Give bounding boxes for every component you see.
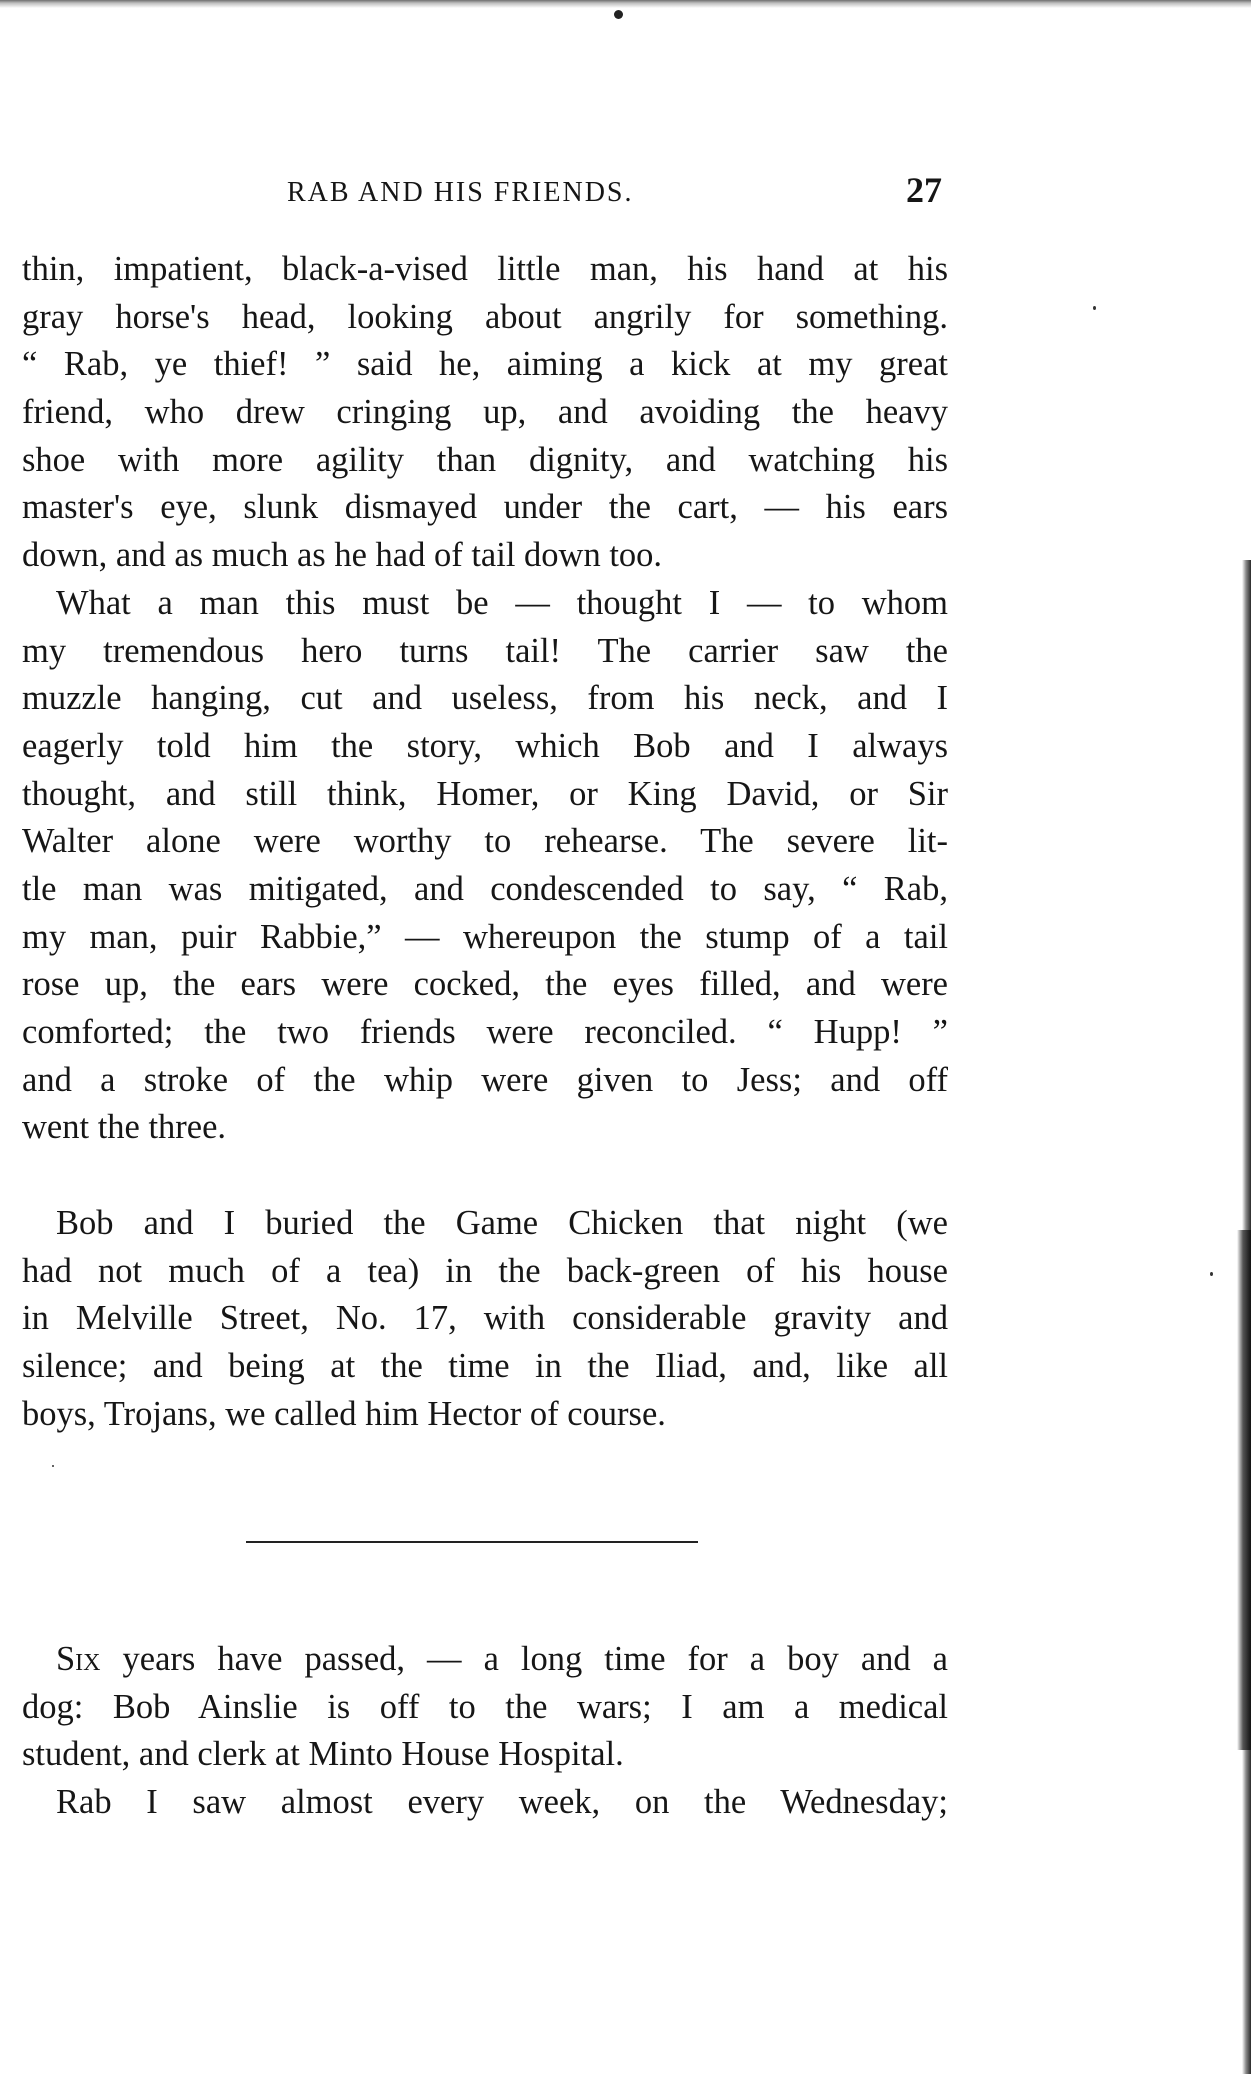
text-line: master's eye, slunk dismayed under the cart, — his ears bbox=[22, 488, 948, 527]
text-line: had not much of a tea) in the back-green of his house bbox=[22, 1251, 948, 1290]
scan-right-edge-shadow bbox=[1237, 1230, 1251, 1750]
text-line: rose up, the ears were cocked, the eyes filled, and were bbox=[22, 965, 948, 1004]
text-line: gray horse's head, looking about angrily for something. bbox=[22, 297, 948, 336]
text-line: Bob and I buried the Game Chicken that night (we bbox=[56, 1204, 948, 1242]
text-line: thought, and still think, Homer, or King David, or Sir bbox=[22, 774, 948, 813]
text-line: What a man this must be — thought I — to whom bbox=[56, 583, 948, 622]
text-line: shoe with more agility than dignity, and watching his bbox=[22, 440, 948, 479]
text-line: went the three. bbox=[22, 1108, 227, 1147]
text-line: friend, who drew cringing up, and avoiding the heavy bbox=[22, 393, 948, 432]
scan-speck bbox=[1093, 306, 1096, 310]
text-line: thin, impatient, black-a-vised little man, his hand at his bbox=[22, 250, 948, 288]
scan-speck bbox=[1210, 1272, 1213, 1276]
text-block-lower bbox=[22, 1636, 948, 1827]
text-line: muzzle hanging, cut and useless, from his neck, and I bbox=[22, 679, 948, 718]
text-line: Walter alone were worthy to rehearse. The severe lit- bbox=[22, 822, 948, 861]
text-line: eagerly told him the story, which Bob and I always bbox=[22, 726, 948, 765]
text-block-upper bbox=[22, 246, 948, 1152]
text-line: my tremendous hero turns tail! The carrier saw the bbox=[22, 631, 948, 670]
text-line bbox=[22, 1636, 948, 1684]
paragraph-continued bbox=[22, 246, 948, 580]
scan-top-edge bbox=[0, 0, 1251, 8]
text-line: Rab I saw almost every week, on the Wednesday; bbox=[56, 1783, 948, 1822]
paragraph bbox=[22, 1636, 948, 1779]
text-line: “ Rab, ye thief! ” said he, aiming a kick at my great bbox=[22, 345, 948, 384]
page-number: 27 bbox=[906, 170, 942, 210]
text-fragment: years have passed, — a long time for a boy and a bbox=[100, 1640, 948, 1678]
text-line: comforted; the two friends were reconciled. “ Hupp! ” bbox=[22, 1013, 948, 1051]
text-line: dog: Bob Ainslie is off to the wars; I am a medical bbox=[22, 1687, 948, 1726]
text-line: my man, puir Rabbie,” — whereupon the stump of a tail bbox=[22, 917, 948, 956]
paragraph bbox=[22, 1200, 948, 1438]
scan-speck bbox=[52, 1465, 54, 1467]
text-block-middle bbox=[22, 1200, 948, 1438]
text-line: student, and clerk at Minto House Hospital. bbox=[22, 1735, 624, 1774]
scan-spot bbox=[614, 10, 623, 19]
paragraph bbox=[22, 580, 948, 1152]
text-line: tle man was mitigated, and condescended to say, “ Rab, bbox=[22, 869, 948, 908]
text-line: silence; and being at the time in the Iliad, and, like all bbox=[22, 1347, 948, 1386]
small-caps-opening: Six bbox=[56, 1640, 101, 1678]
running-title: RAB AND HIS FRIENDS. bbox=[287, 177, 634, 208]
text-line: boys, Trojans, we called him Hector of course. bbox=[22, 1394, 666, 1433]
text-line: down, and as much as he had of tail down too. bbox=[22, 536, 663, 575]
paragraph bbox=[22, 1779, 948, 1827]
section-divider bbox=[246, 1541, 698, 1543]
text-line: in Melville Street, No. 17, with considerable gravity and bbox=[22, 1299, 948, 1338]
text-line: and a stroke of the whip were given to Jess; and off bbox=[22, 1060, 948, 1099]
